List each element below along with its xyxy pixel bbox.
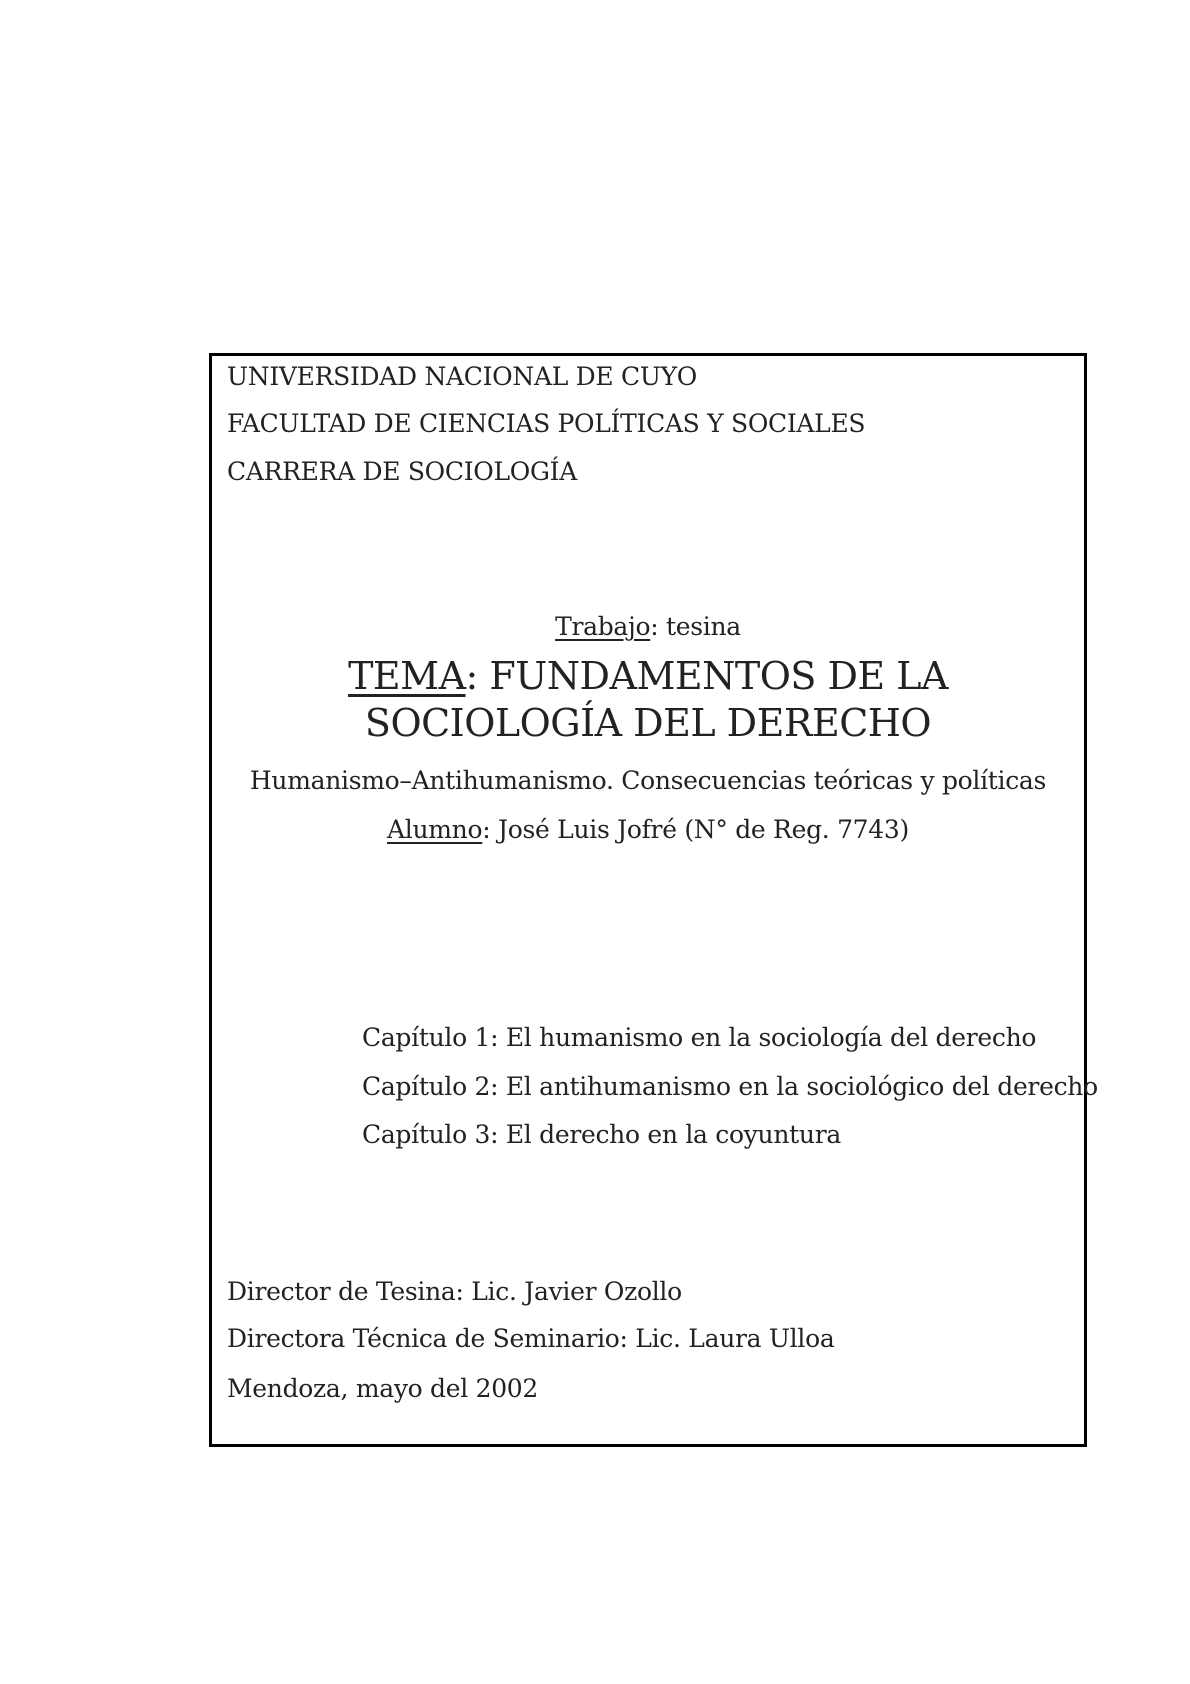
tema-label: TEMA [348,654,466,698]
title-page-frame [209,353,1098,1447]
work-type-label: Trabajo [555,612,651,641]
work-type-value: : tesina [650,612,741,641]
student-value: : José Luis Jofré (N° de Reg. 7743) [482,815,909,844]
student-line [212,815,1084,845]
chapter-1-entry: Capítulo 1: El humanismo en la sociología del derecho [362,1023,1037,1052]
program-name: CARRERA DE SOCIOLOGÍA [227,457,577,486]
thesis-title-line-1 [212,652,1084,700]
student-label: Alumno [387,815,483,844]
chapter-3-entry: Capítulo 3: El derecho en la coyuntura [362,1120,841,1149]
place-date-line: Mendoza, mayo del 2002 [227,1374,539,1403]
work-type-line [212,612,1084,642]
thesis-director-line: Director de Tesina: Lic. Javier Ozollo [227,1277,682,1306]
faculty-name: FACULTAD DE CIENCIAS POLÍTICAS Y SOCIALES [227,409,866,438]
thesis-title-line-2: SOCIOLOGÍA DEL DERECHO [364,701,932,745]
university-name: UNIVERSIDAD NACIONAL DE CUYO [227,362,697,391]
chapter-2-entry: Capítulo 2: El antihumanismo en la sociológico del derecho [362,1072,1098,1101]
tema-rest: : FUNDAMENTOS DE LA [465,654,948,698]
thesis-subtitle: Humanismo–Antihumanismo. Consecuencias teóricas y políticas [249,766,1047,795]
seminar-director-line: Directora Técnica de Seminario: Lic. Laura Ulloa [227,1324,835,1353]
